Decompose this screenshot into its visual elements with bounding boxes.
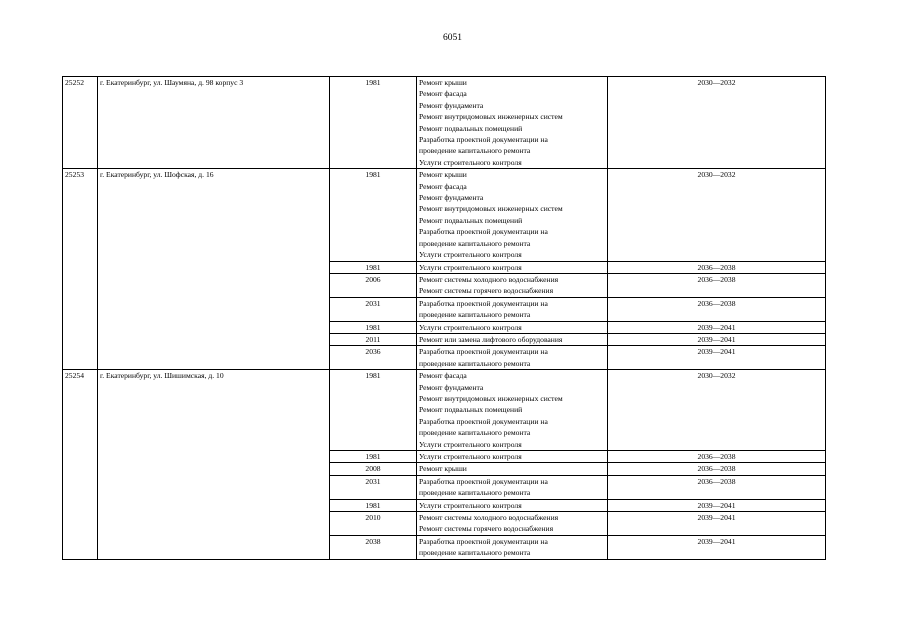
works-cell xyxy=(417,451,608,463)
period-cell: 2039—2041 xyxy=(608,535,826,559)
period-cell: 2036—2038 xyxy=(608,451,826,463)
works-cell xyxy=(417,346,608,370)
work-item: проведение капитального ремонта xyxy=(419,310,531,320)
work-item: Ремонт фасада xyxy=(419,371,467,381)
works-cell xyxy=(417,475,608,499)
repair-schedule-table xyxy=(62,76,826,560)
object-number-cell: 25252 xyxy=(63,77,98,169)
work-item: Ремонт подвальных помещений xyxy=(419,405,523,415)
period-cell: 2039—2041 xyxy=(608,499,826,511)
year-cell: 2036 xyxy=(330,346,417,370)
period-cell: 2036—2038 xyxy=(608,475,826,499)
period-cell: 2039—2041 xyxy=(608,333,826,345)
work-item: Ремонт крыши xyxy=(419,170,467,180)
work-item: Разработка проектной документации на xyxy=(419,135,548,145)
object-number-cell: 25253 xyxy=(63,169,98,370)
year-cell: 1981 xyxy=(330,321,417,333)
works-cell xyxy=(417,261,608,273)
works-cell xyxy=(417,297,608,321)
work-item: Услуги строительного контроля xyxy=(419,452,522,461)
period-cell: 2039—2041 xyxy=(608,321,826,333)
year-cell: 1981 xyxy=(330,169,417,261)
work-item: Ремонт внутридомовых инженерных систем xyxy=(419,393,563,403)
page-number: 6051 xyxy=(443,33,462,43)
work-item: Ремонт системы горячего водоснабжения xyxy=(419,286,554,296)
work-item: проведение капитального ремонта xyxy=(419,146,531,156)
work-item: Ремонт крыши xyxy=(419,78,467,87)
works-cell xyxy=(417,321,608,333)
address-cell: г. Екатеринбург, ул. Шофская, д. 16 xyxy=(98,169,330,370)
year-cell: 2008 xyxy=(330,463,417,475)
year-cell: 2006 xyxy=(330,273,417,297)
work-item: Ремонт системы горячего водоснабжения xyxy=(419,524,554,534)
year-cell: 1981 xyxy=(330,451,417,463)
work-item: Ремонт внутридомовых инженерных систем xyxy=(419,204,563,214)
work-item: проведение капитального ремонта xyxy=(419,428,531,438)
work-item: Ремонт подвальных помещений xyxy=(419,123,523,133)
year-cell: 1981 xyxy=(330,77,417,169)
year-cell: 2010 xyxy=(330,512,417,536)
period-cell: 2036—2038 xyxy=(608,261,826,273)
work-item: Ремонт крыши xyxy=(419,464,467,474)
year-cell: 2038 xyxy=(330,535,417,559)
work-item: Разработка проектной документации на xyxy=(419,536,548,546)
work-item: Разработка проектной документации на xyxy=(419,476,548,486)
period-cell: 2039—2041 xyxy=(608,512,826,536)
works-cell xyxy=(417,273,608,297)
period-cell: 2036—2038 xyxy=(608,463,826,475)
works-cell xyxy=(417,333,608,345)
year-cell: 1981 xyxy=(330,499,417,511)
work-item: проведение капитального ремонта xyxy=(419,238,531,248)
work-item: Ремонт или замена лифтового оборудования xyxy=(419,334,563,344)
work-item: Разработка проектной документации на xyxy=(419,416,548,426)
works-cell xyxy=(417,499,608,511)
work-item: Ремонт подвальных помещений xyxy=(419,215,523,225)
address-cell: г. Екатеринбург, ул. Шишимская, д. 10 xyxy=(98,370,330,560)
object-number-cell: 25254 xyxy=(63,370,98,560)
work-item: Услуги строительного контроля xyxy=(419,157,522,167)
period-cell: 2036—2038 xyxy=(608,297,826,321)
works-cell xyxy=(417,169,608,261)
work-item: Разработка проектной документации на xyxy=(419,227,548,237)
period-cell: 2030—2032 xyxy=(608,169,826,261)
work-item: проведение капитального ремонта xyxy=(419,548,531,558)
work-item: Ремонт фундамента xyxy=(419,100,484,110)
period-cell: 2036—2038 xyxy=(608,273,826,297)
address-cell: г. Екатеринбург, ул. Шаумяна, д. 98 корпус 3 xyxy=(98,77,330,169)
work-item: Ремонт внутридомовых инженерных систем xyxy=(419,112,563,122)
works-cell xyxy=(417,512,608,536)
table-row xyxy=(63,77,826,169)
work-item: Услуги строительного контроля xyxy=(419,322,522,332)
work-item: Ремонт фасада xyxy=(419,89,467,99)
works-cell xyxy=(417,535,608,559)
work-item: Услуги строительного контроля xyxy=(419,262,522,272)
work-item: проведение капитального ремонта xyxy=(419,358,531,368)
year-cell: 1981 xyxy=(330,370,417,451)
table-row xyxy=(63,169,826,261)
year-cell: 1981 xyxy=(330,261,417,273)
period-cell: 2030—2032 xyxy=(608,370,826,451)
period-cell: 2039—2041 xyxy=(608,346,826,370)
year-cell: 2031 xyxy=(330,475,417,499)
work-item: Ремонт фундамента xyxy=(419,382,484,392)
work-item: Ремонт фундамента xyxy=(419,193,484,203)
works-cell xyxy=(417,370,608,451)
works-cell xyxy=(417,77,608,169)
work-item: Ремонт системы холодного водоснабжения xyxy=(419,274,559,284)
work-item: Ремонт фасада xyxy=(419,181,467,191)
year-cell: 2011 xyxy=(330,333,417,345)
work-item: Разработка проектной документации на xyxy=(419,347,548,357)
works-cell xyxy=(417,463,608,475)
table-body xyxy=(63,77,826,560)
work-item: проведение капитального ремонта xyxy=(419,488,531,498)
year-cell: 2031 xyxy=(330,297,417,321)
work-item: Услуги строительного контроля xyxy=(419,500,522,510)
period-cell: 2030—2032 xyxy=(608,77,826,169)
work-item: Разработка проектной документации на xyxy=(419,298,548,308)
table-row xyxy=(63,370,826,451)
work-item: Услуги строительного контроля xyxy=(419,439,522,449)
work-item: Ремонт системы холодного водоснабжения xyxy=(419,513,559,523)
work-item: Услуги строительного контроля xyxy=(419,250,522,260)
